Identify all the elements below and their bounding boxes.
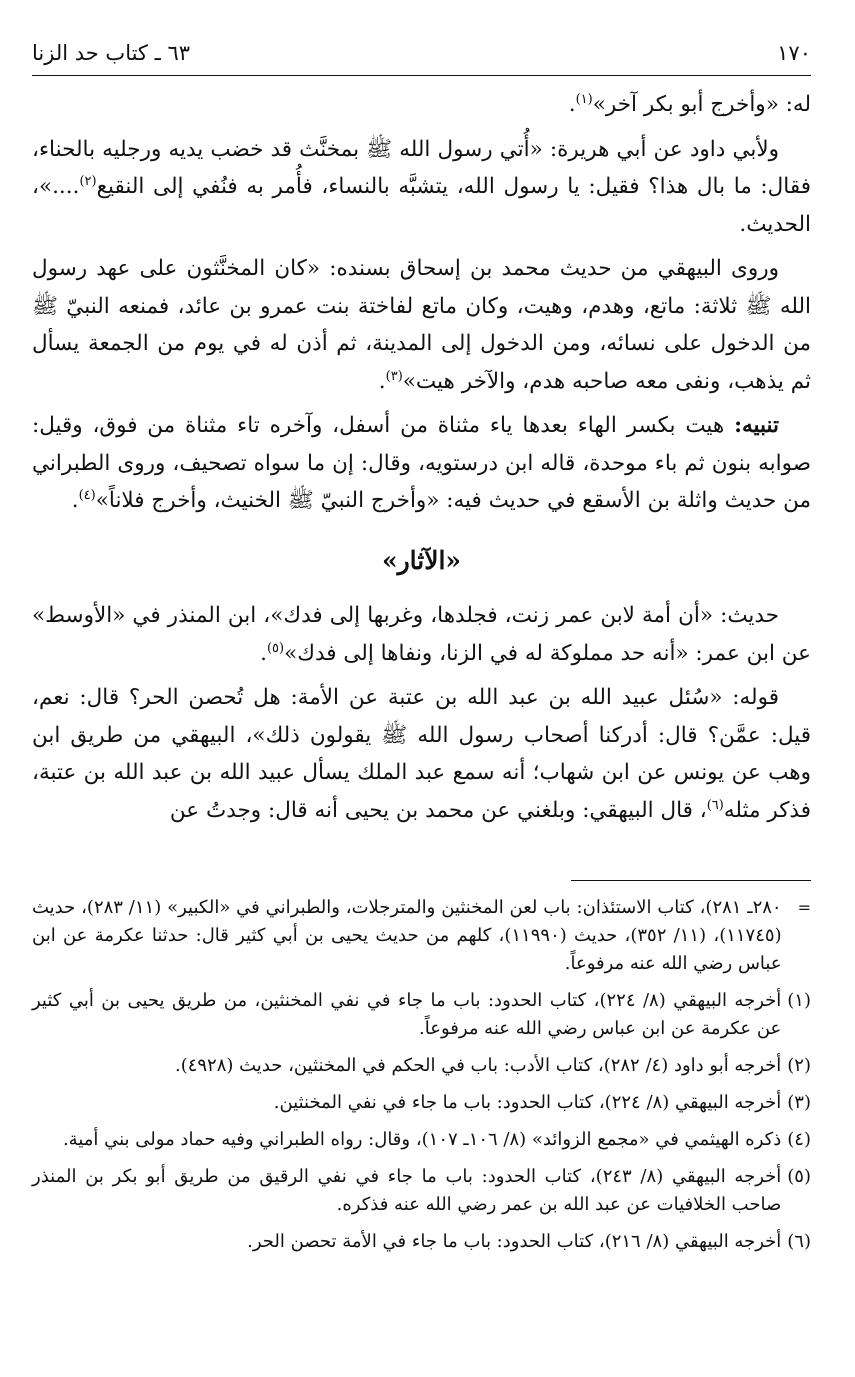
- footnote-item: (٣) أخرجه البيهقي (٨/ ٢٢٤)، كتاب الحدود: باب ما جاء في نفي المخنثين.: [273, 1092, 811, 1113]
- paragraph-note: تنبيه: هيت بكسر الهاء بعدها ياء مثناة من أسفل، وآخره تاء مثناة من فوق، وقيل: صوابه بنون ثم باء موحدة، قاله ابن درستويه، وقال: إن ما سواه تصحيف، وروى الطبراني من حديث واثلة بن الأسقع في حديث فيه: «وأخرج النبيّ ﷺ الخنيث، وأخرج فلاناً»$^{(٤)}$.: [32, 413, 811, 513]
- main-text: [32, 86, 811, 836]
- footnote-ref-3: (٣): [385, 368, 403, 384]
- running-title: ٦٣ ـ كتاب حد الزنا: [32, 41, 190, 65]
- note-label: تنبيه:: [734, 413, 779, 438]
- section-title: «الآثار»: [381, 545, 462, 575]
- footnotes: [32, 894, 811, 1265]
- footnote-item: (٢) أخرجه أبو داود (٤/ ٢٨٢)، كتاب الأدب: باب في الحكم في المخنثين، حديث (٤٩٢٨).: [174, 1055, 811, 1076]
- paragraph-5: حديث: «أن أمة لابن عمر زنت، فجلدها، وغربها إلى فدك»، ابن المنذر في «الأوسط» عن ابن عمر: «أنه حد مملوكة له في الزنا، ونفاها إلى فدك»$^{(٥)}$.: [32, 603, 811, 666]
- paragraph-1: له: «وأخرج أبو بكر آخر»$^{(١)}$.: [568, 91, 811, 117]
- page-number: ١٧٠: [777, 41, 811, 65]
- footnote-ref-4: (٤): [78, 487, 96, 503]
- footnote-ref-1: (١): [575, 91, 593, 107]
- footnote-separator: [571, 880, 811, 881]
- footnote-ref-2: (٢): [79, 173, 97, 189]
- paragraph-6: قوله: «سُئل عبيد الله بن عبد الله بن عتبة عن الأمة: هل تُحصن الحر؟ قال: نعم، قيل: عمَّن؟ قال: أدركنا أصحاب رسول الله ﷺ يقولون ذلك»، البيهقي من طريق ابن وهب عن يونس عن ابن شهاب؛ أنه سمع عبد الملك يسأل عبيد الله بن عبد الله بن عتبة، فذكر مثله$^{(٦)}$، قال البيهقي: وبلغني عن محمد بن يحيى أنه قال: وجدتُ عن: [32, 685, 811, 823]
- footnote-item: (١) أخرجه البيهقي (٨/ ٢٢٤)، كتاب الحدود: باب ما جاء في نفي المخنثين، من طريق يحيى بن أبي كثير عن عكرمة عن ابن عباس رضي الله عنه مرفوعاً.: [32, 990, 811, 1039]
- footnote-item: (٦) أخرجه البيهقي (٨/ ٢١٦)، كتاب الحدود: باب ما جاء في الأمة تحصن الحر.: [247, 1231, 811, 1252]
- paragraph-3: وروى البيهقي من حديث محمد بن إسحاق بسنده: «كان المخنَّثون على عهد رسول الله ﷺ ثلاثة: ماتع، وهدم، وهيت، وكان ماتع لفاختة بنت عمرو بن عائد، فمنعه النبيّ ﷺ من الدخول على نسائه، ومن الدخول إلى المدينة، ثم أذن له في يوم من الجمعة يسأل ثم يذهب، ونفى معه صاحبه هدم، والآخر هيت»$^{(٣)}$.: [32, 256, 811, 394]
- page-header: [32, 36, 811, 70]
- paragraph-2: ولأبي داود عن أبي هريرة: «أُتي رسول الله ﷺ بمخنَّث قد خضب يديه ورجليه بالحناء، فقال: ما بال هذا؟ فقيل: يا رسول الله، يتشبَّه بالنساء، فأُمر به فنُفي إلى النقيع$^{(٢)}$....»، الحديث.: [32, 136, 811, 237]
- header-rule: [32, 75, 811, 76]
- footnote-ref-5: (٥): [266, 640, 285, 656]
- continuation-mark: =: [797, 898, 811, 917]
- footnote-continuation: = ٢٨٠ـ ٢٨١)، كتاب الاستئذان: باب لعن المخنثين والمترجلات، والطبراني في «الكبير» (١١/ ٢٨٣)، حديث (١١٧٤٥)، (١١/ ٣٥٢)، حديث (١١٩٩٠)، كلهم من حديث يحيى بن أبي كثير قال: حدثنا عكرمة عن ابن عباس رضي الله عنه مرفوعاً.: [32, 894, 811, 978]
- footnote-item: (٥) أخرجه البيهقي (٨/ ٢٤٣)، كتاب الحدود: باب ما جاء في نفي الرقيق من طريق أبو بكر بن المنذر صاحب الخلافيات عن عبد الله بن عمر رضي الله عنه فذكره.: [32, 1166, 811, 1215]
- footnote-ref-6: (٦): [706, 797, 724, 813]
- footnote-item: (٤) ذكره الهيثمي في «مجمع الزوائد» (٨/ ١٠٦ـ ١٠٧)، وقال: رواه الطبراني وفيه حماد مولى بني أمية.: [62, 1129, 811, 1150]
